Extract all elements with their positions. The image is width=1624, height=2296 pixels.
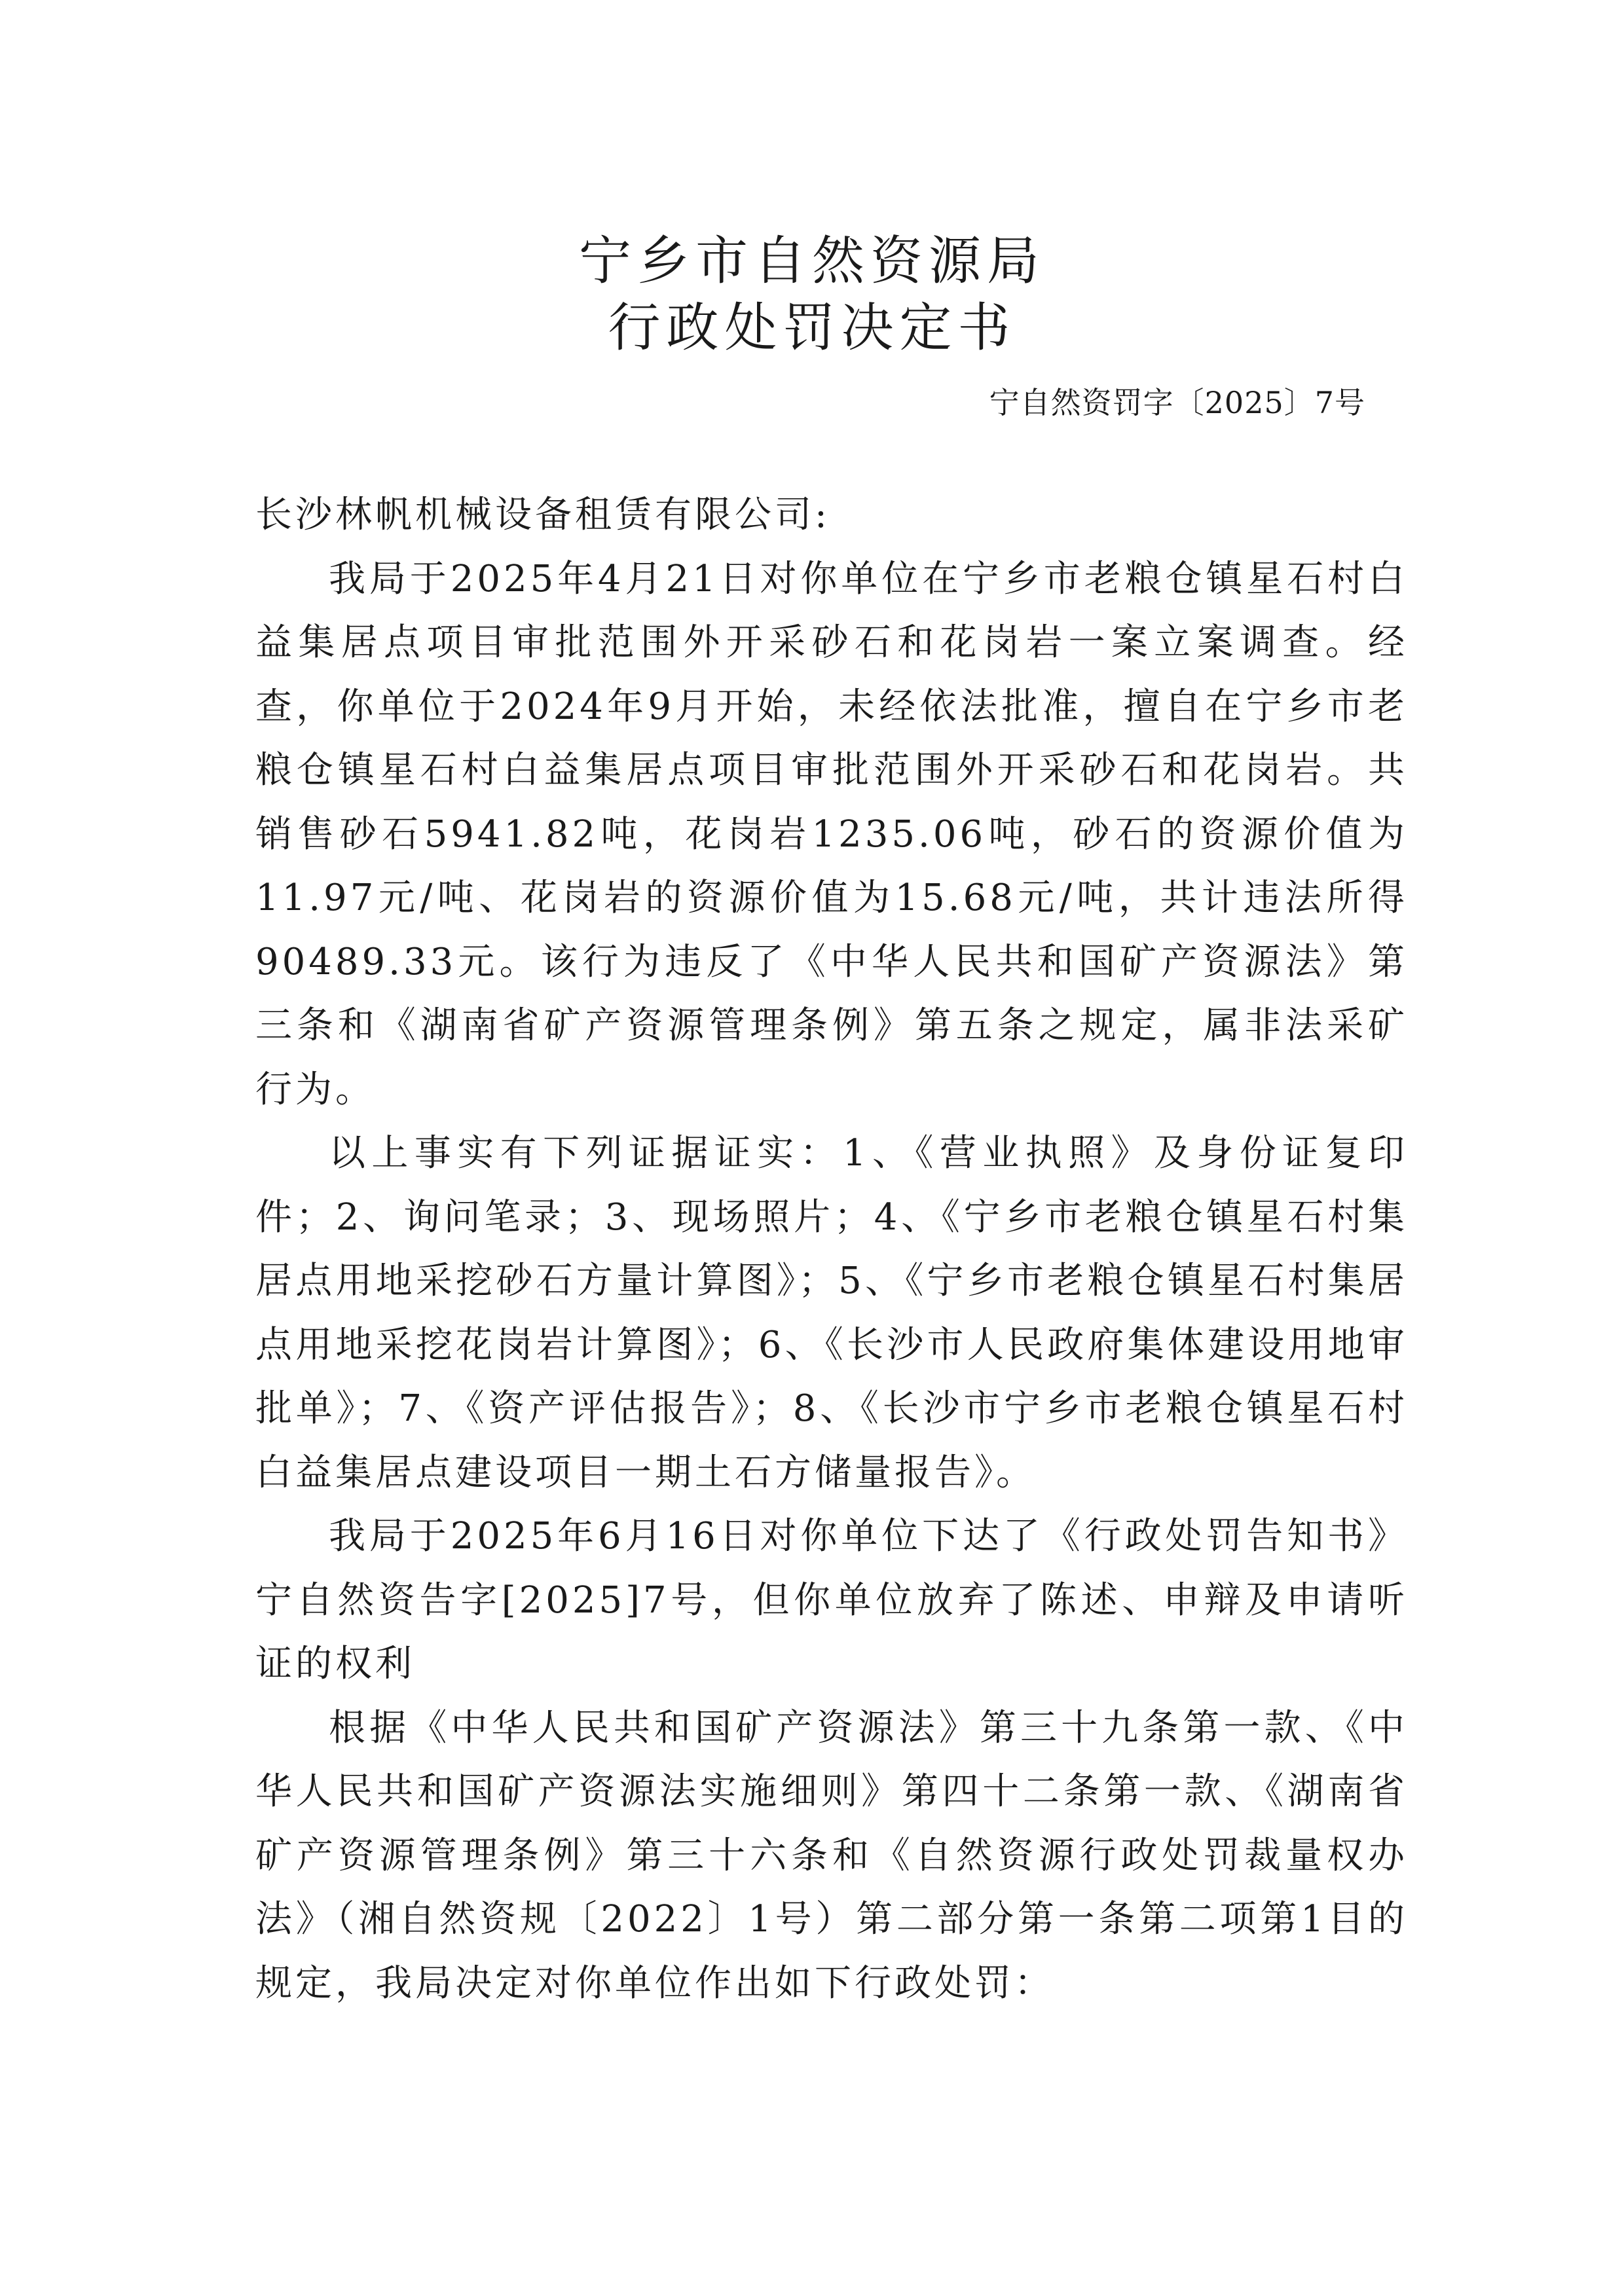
paragraph-notice: 我局于2025年6月16日对你单位下达了《行政处罚告知书》宁自然资告字[2025]7号，但你单位放弃了陈述、申辩及申请听证的权利 [255,1515,1408,1685]
document-body [255,483,1408,2015]
issuing-authority: 宁乡市自然资源局 [579,230,1045,291]
paragraph-legal-basis: 根据《中华人民共和国矿产资源法》第三十九条第一款、《中华人民共和国矿产资源法实施细则》第四十二条第一款、《湖南省矿产资源管理条例》第三十六条和《自然资源行政处罚裁量权办法》（湘自然资规〔2022〕1号）第二部分第一条第二项第1目的规定，我局决定对你单位作出如下行政处罚： [255,1706,1408,2005]
paragraph-evidence: 以上事实有下列证据证实：1、《营业执照》及身份证复印件；2、询问笔录；3、现场照片；4、《宁乡市老粮仓镇星石村集居点用地采挖砂石方量计算图》；5、《宁乡市老粮仓镇星石村集居点用地采挖花岗岩计算图》；6、《长沙市人民政府集体建设用地审批单》；7、《资产评估报告》；8、《长沙市宁乡市老粮仓镇星石村白益集居点建设项目一期土石方储量报告》。 [255,1132,1408,1494]
document-title [0,228,1624,361]
document-number: 宁自然资罚字〔2025〕7号 [989,385,1365,420]
addressee: 长沙林帆机械设备租赁有限公司: [255,494,830,536]
paragraph-facts: 我局于2025年4月21日对你单位在宁乡市老粮仓镇星石村白益集居点项目审批范围外开采砂石和花岗岩一案立案调查。经查，你单位于2024年9月开始，未经依法批准，擅自在宁乡市老粮仓镇星石村白益集居点项目审批范围外开采砂石和花岗岩。共销售砂石5941.82吨，花岗岩1235.06吨，砂石的资源价值为11.97元/吨、花岗岩的资源价值为15.68元/吨，共计违法所得90489.33元。该行为违反了《中华人民共和国矿产资源法》第三条和《湖南省矿产资源管理条例》第五条之规定，属非法采矿行为。 [255,557,1408,1111]
document-type-title: 行政处罚决定书 [608,297,1016,358]
